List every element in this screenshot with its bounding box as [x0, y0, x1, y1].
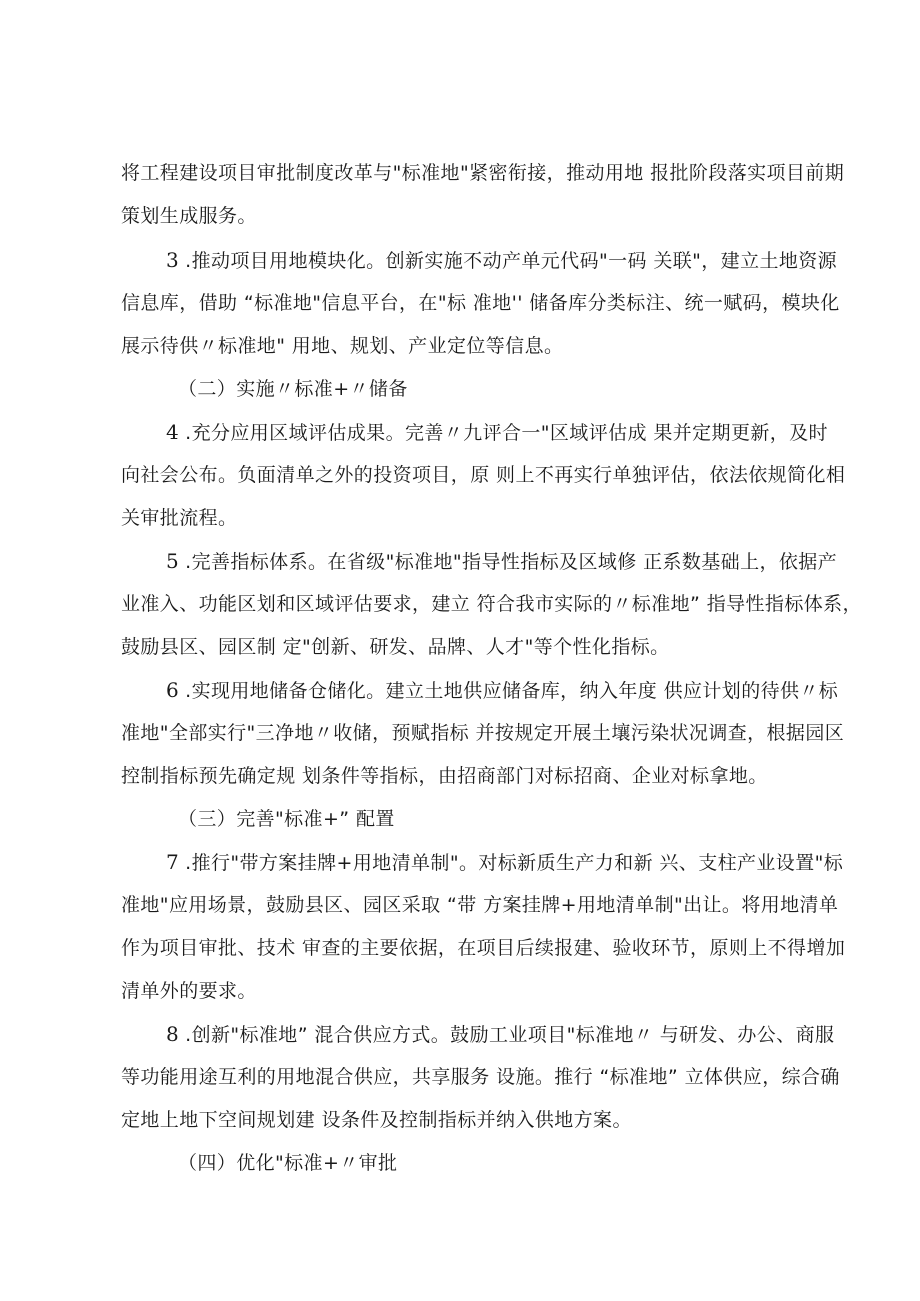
paragraph-line: 定地上地下空间规划建 设条件及控制指标并纳入供地方案。: [121, 1109, 632, 1131]
item-number: 4: [166, 420, 180, 444]
paragraph-line: 清单外的要求。: [121, 980, 257, 1002]
item-number: 7: [166, 850, 180, 874]
paragraph-line: 控制指标预先确定规 划条件等指标，由招商部门对标招商、企业对标拿地。: [121, 765, 768, 787]
item-text: .完善指标体系。在省级"标准地"指导性指标及区域修 正系数基础上，依据产: [185, 551, 838, 573]
numbered-item-7-first-line: [166, 849, 843, 876]
item-text: .推动项目用地模块化。创新实施不动产单元代码"一码 关联"，建立土地资源: [185, 250, 838, 272]
numbered-item-8-first-line: [166, 1021, 834, 1048]
paragraph-line: 业准入、功能区划和区域评估要求，建立 符合我市实际的〃标准地” 指导性指标体系，: [121, 593, 862, 615]
item-number: 6: [166, 678, 180, 702]
paragraph-line: 关审批流程。: [121, 507, 238, 529]
item-number: 8: [166, 1022, 180, 1046]
paragraph-line: 等功能用途互利的用地混合供应，共享服务 设施。推行 “标准地” 立体供应，综合确: [121, 1066, 840, 1088]
item-number: 3: [166, 248, 180, 272]
item-text: .推行"带方案挂牌+用地清单制"。对标新质生产力和新 兴、支柱产业设置"标: [185, 852, 844, 874]
numbered-item-6-first-line: [166, 677, 838, 704]
paragraph-line: 准地"全部实行"三净地〃收储，预赋指标 并按规定开展土壤污染状况调查，根据园区: [121, 722, 845, 744]
section-heading-4: （四）优化"标准+〃审批: [178, 1152, 398, 1174]
item-text: .充分应用区域评估成果。完善〃九评合一"区域评估成 果并定期更新，及时: [185, 422, 828, 444]
paragraph-line: 准地"应用场景，鼓励县区、园区采取 “带 方案挂牌+用地清单制"出让。将用地清单: [121, 894, 839, 916]
item-text: .实现用地储备仓储化。建立土地供应储备库，纳入年度 供应计划的待供〃标: [185, 680, 839, 702]
paragraph-line: 将工程建设项目审批制度改革与"标准地"紧密衔接，推动用地 报批阶段落实项目前期: [121, 162, 845, 184]
section-heading-2: （二）实施〃标准+〃储备: [178, 378, 408, 400]
paragraph-line: 作为项目审批、技术 审查的主要依据，在项目后续报建、验收环节，原则上不得增加: [121, 937, 846, 959]
paragraph-line: 信息库，借助 “标准地"信息平台，在"标 准地'' 储备库分类标注、统一赋码，模块化: [121, 292, 840, 314]
paragraph-line: 向社会公布。负面清单之外的投资项目，原 则上不再实行单独评估，依法依规简化相: [121, 464, 846, 486]
paragraph-line: 策划生成服务。: [121, 205, 257, 227]
numbered-item-4-first-line: [166, 419, 828, 446]
numbered-item-3-first-line: [166, 247, 837, 274]
numbered-item-5-first-line: [166, 548, 837, 575]
paragraph-line: 展示待供〃标准地" 用地、规划、产业定位等信息。: [121, 335, 564, 357]
paragraph-line: 鼓励县区、园区制 定"创新、研发、品牌、人才"等个性化指标。: [121, 636, 670, 658]
item-text: .创新"标准地” 混合供应方式。鼓励工业项目"标准地〃 与研发、办公、商服: [185, 1024, 835, 1046]
section-heading-3: （三）完善"标准+” 配置: [178, 808, 395, 830]
item-number: 5: [166, 549, 180, 573]
